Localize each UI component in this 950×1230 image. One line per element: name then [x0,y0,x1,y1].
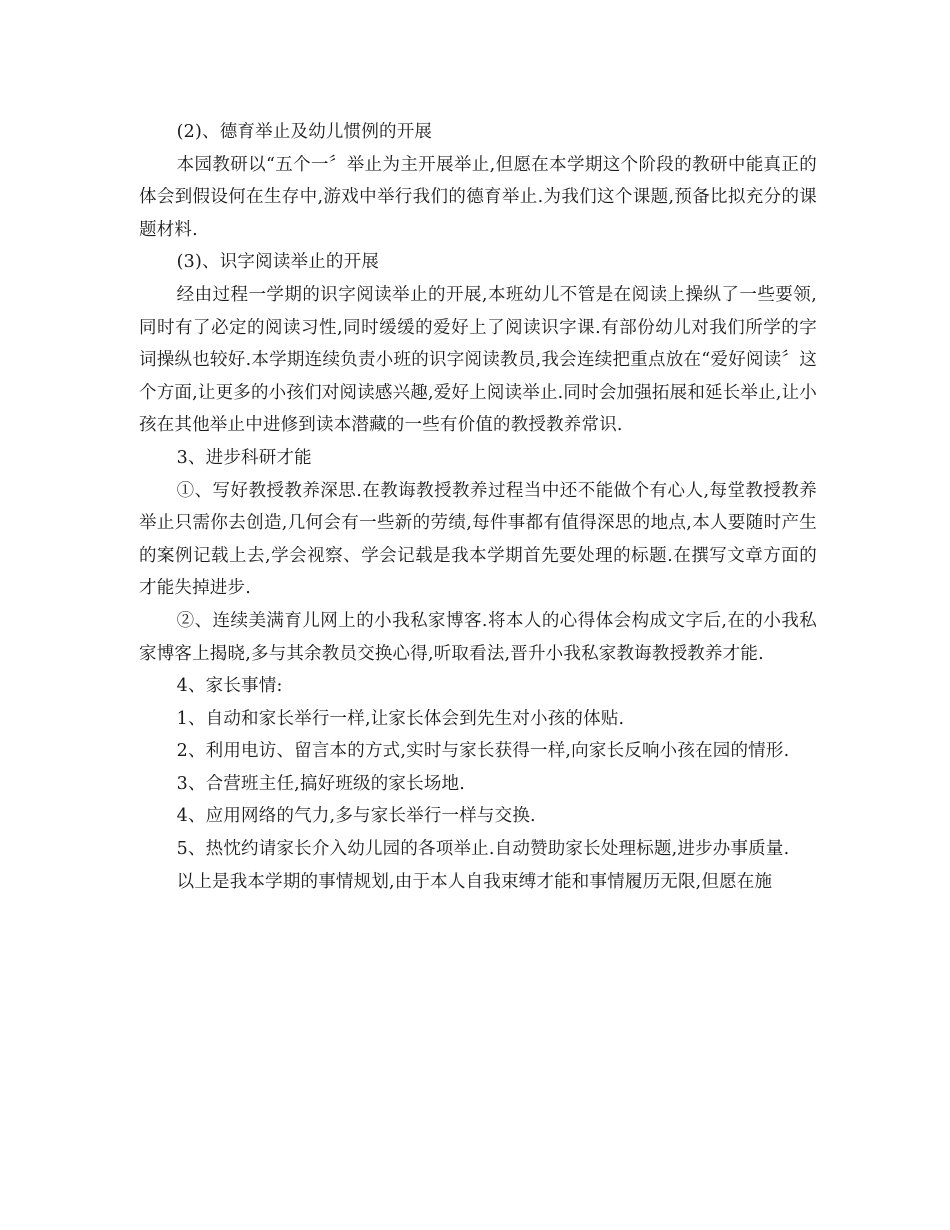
list-item-parent-5: 5、热忱约请家长介入幼儿园的各项举止.自动赞助家长处理标题,进步办事质量. [176,839,790,860]
paragraph-moral-education: 本园教研以“五个一〞举止为主开展举止,但愿在本学期这个阶段的教研中能真正的体会到假设何在生存中,游戏中举行我们的德育举止.为我们这个课题,预备比拟充分的课题材料. [139,154,817,240]
list-item-parent-4: 4、应用网络的气力,多与家长举行一样与交换. [176,806,536,827]
paragraph-literacy-reading: 经由过程一学期的识字阅读举止的开展,本班幼儿不管是在阅读上操纵了一些要领,同时有了必定的阅读习性,同时缓缓的爱好上了阅读识字课.有部份幼儿对我们所学的字词操纵也较好.本学期连续负责小班的识字阅读教员,我会连续把重点放在“爱好阅读〞这个方面,让更多的小孩们对阅读感兴趣,爱好上阅读举止.同时会加强拓展和延长举止,让小孩在其他举止中进修到读本潜藏的一些有价值的教授教养常识. [139,284,817,436]
paragraph-personal-blog: ②、连续美满育儿网上的小我私家博客.将本人的心得体会构成文字后,在的小我私家博客上揭晓,多与其余教员交换心得,听取看法,晋升小我私家教诲教授教养才能. [139,610,817,664]
subheading-moral-education: (2)、德育举止及幼儿惯例的开展 [176,122,433,142]
heading-research-ability: 3、进步科研才能 [176,447,312,468]
document-body [139,116,817,898]
list-item-parent-3: 3、合营班主任,搞好班级的家长场地. [176,773,465,794]
list-item-parent-1: 1、自动和家长举行一样,让家长体会到先生对小孩的体贴. [176,708,625,729]
list-item-parent-2: 2、利用电访、留言本的方式,实时与家长获得一样,向家长反响小孩在园的情形. [176,741,790,762]
heading-parent-work: 4、家长事情: [176,676,283,697]
paragraph-teaching-reflection: ①、写好教授教养深思.在教诲教授教养过程当中还不能做个有心人,每堂教授教养举止只需你去创造,几何会有一些新的劳绩,每件事都有值得深思的地点,本人要随时产生的案例记载上去,学会视察、学会记载是我本学期首先要处理的标题.在撰写文章方面的才能失掉进步. [139,480,817,599]
paragraph-conclusion: 以上是我本学期的事情规划,由于本人自我束缚才能和事情履历无限,但愿在施 [176,871,773,892]
subheading-literacy-reading: (3)、识字阅读举止的开展 [176,252,380,273]
